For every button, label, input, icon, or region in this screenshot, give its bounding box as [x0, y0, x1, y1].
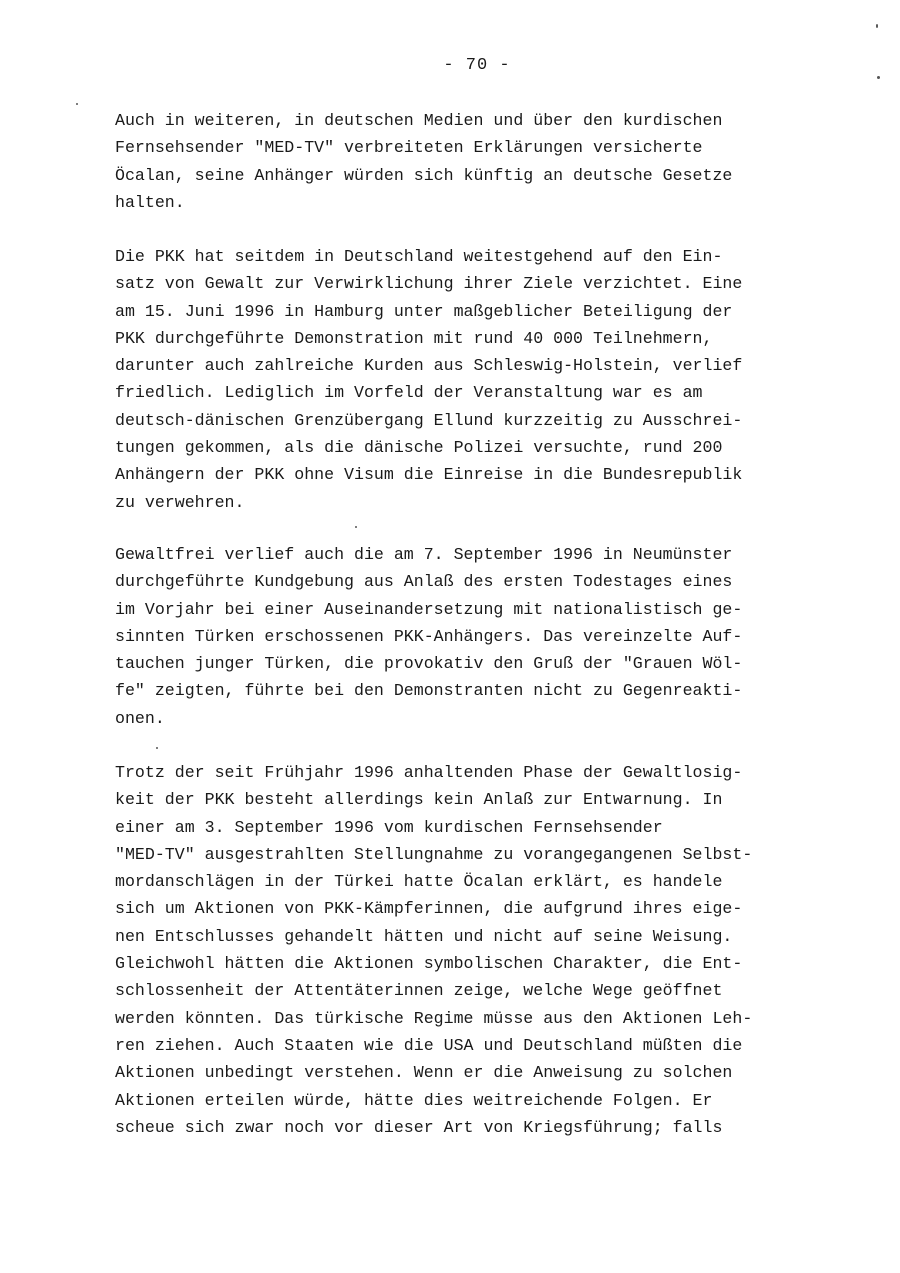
paragraph-line: keit der PKK besteht allerdings kein Anlaß zur Entwarnung. In [115, 790, 723, 810]
paragraph-line: halten. [115, 192, 185, 212]
paragraph-line: Öcalan, seine Anhänger würden sich künftig an deutsche Gesetze [115, 165, 733, 185]
scan-speck [355, 526, 357, 528]
paragraph-line: Fernsehsender "MED-TV" verbreiteten Erklärungen versicherte [115, 138, 703, 158]
paragraph-line: Gewaltfrei verlief auch die am 7. September 1996 in Neumünster [115, 545, 733, 564]
paragraph-line: Aktionen unbedingt verstehen. Wenn er die Anweisung zu solchen [115, 1063, 733, 1083]
paragraph-line: schlossenheit der Attentäterinnen zeige, welche Wege geöffnet [115, 981, 723, 1001]
scan-speck [877, 76, 880, 79]
paragraph-line: sich um Aktionen von PKK-Kämpferinnen, die aufgrund ihres eige- [115, 899, 743, 919]
paragraph-1 [115, 107, 845, 216]
paragraph-line: Auch in weiteren, in deutschen Medien und über den kurdischen [115, 111, 723, 130]
paragraph-line: Gleichwohl hätten die Aktionen symbolischen Charakter, die Ent- [115, 954, 743, 974]
paragraph-line: scheue sich zwar noch vor dieser Art von Kriegsführung; falls [115, 1117, 723, 1137]
paragraph-line: tauchen junger Türken, die provokativ den Gruß der "Grauen Wöl- [115, 654, 743, 674]
scan-speck [156, 747, 158, 749]
paragraph-line: einer am 3. September 1996 vom kurdischen Fernsehsender [115, 817, 663, 837]
paragraph-line: am 15. Juni 1996 in Hamburg unter maßgeblicher Beteiligung der [115, 301, 733, 321]
paragraph-line: nen Entschlusses gehandelt hätten und nicht auf seine Weisung. [115, 926, 733, 946]
paragraph-line: werden könnten. Das türkische Regime müsse aus den Aktionen Leh- [115, 1008, 753, 1028]
paragraph-line: PKK durchgeführte Demonstration mit rund 40 000 Teilnehmern, [115, 328, 713, 348]
paragraph-2 [115, 243, 845, 516]
paragraph-line: ren ziehen. Auch Staaten wie die USA und Deutschland müßten die [115, 1035, 743, 1055]
paragraph-line: fe" zeigten, führte bei den Demonstranten nicht zu Gegenreakti- [115, 681, 743, 701]
paragraph-line: Anhängern der PKK ohne Visum die Einreise in die Bundesrepublik [115, 465, 743, 485]
paragraph-3 [115, 541, 845, 732]
paragraph-line: zu verwehren. [115, 492, 245, 512]
paragraph-line: onen. [115, 708, 165, 728]
paragraph-line: Die PKK hat seitdem in Deutschland weitestgehend auf den Ein- [115, 247, 723, 266]
paragraph-line: durchgeführte Kundgebung aus Anlaß des ersten Todestages eines [115, 572, 733, 592]
paragraph-line: mordanschlägen in der Türkei hatte Öcalan erklärt, es handele [115, 872, 723, 892]
paragraph-line: deutsch-dänischen Grenzübergang Ellund kurzzeitig zu Ausschrei- [115, 410, 743, 430]
paragraph-line: "MED-TV" ausgestrahlten Stellungnahme zu vorangegangenen Selbst- [115, 844, 753, 864]
paragraph-line: Aktionen erteilen würde, hätte dies weitreichende Folgen. Er [115, 1090, 713, 1110]
page-number: - 70 - [443, 56, 511, 75]
paragraph-line: satz von Gewalt zur Verwirklichung ihrer Ziele verzichtet. Eine [115, 274, 743, 294]
scan-speck [876, 24, 878, 28]
scan-speck [76, 103, 78, 105]
paragraph-line: darunter auch zahlreiche Kurden aus Schleswig-Holstein, verlief [115, 356, 743, 376]
paragraph-line: tungen gekommen, als die dänische Polizei versuchte, rund 200 [115, 438, 723, 458]
paragraph-line: friedlich. Lediglich im Vorfeld der Veranstaltung war es am [115, 383, 703, 403]
paragraph-line: Trotz der seit Frühjahr 1996 anhaltenden Phase der Gewaltlosig- [115, 763, 743, 782]
paragraph-line: im Vorjahr bei einer Auseinandersetzung mit nationalistisch ge- [115, 599, 743, 619]
paragraph-line: sinnten Türken erschossenen PKK-Anhängers. Das vereinzelte Auf- [115, 626, 743, 646]
paragraph-4 [115, 759, 845, 1141]
